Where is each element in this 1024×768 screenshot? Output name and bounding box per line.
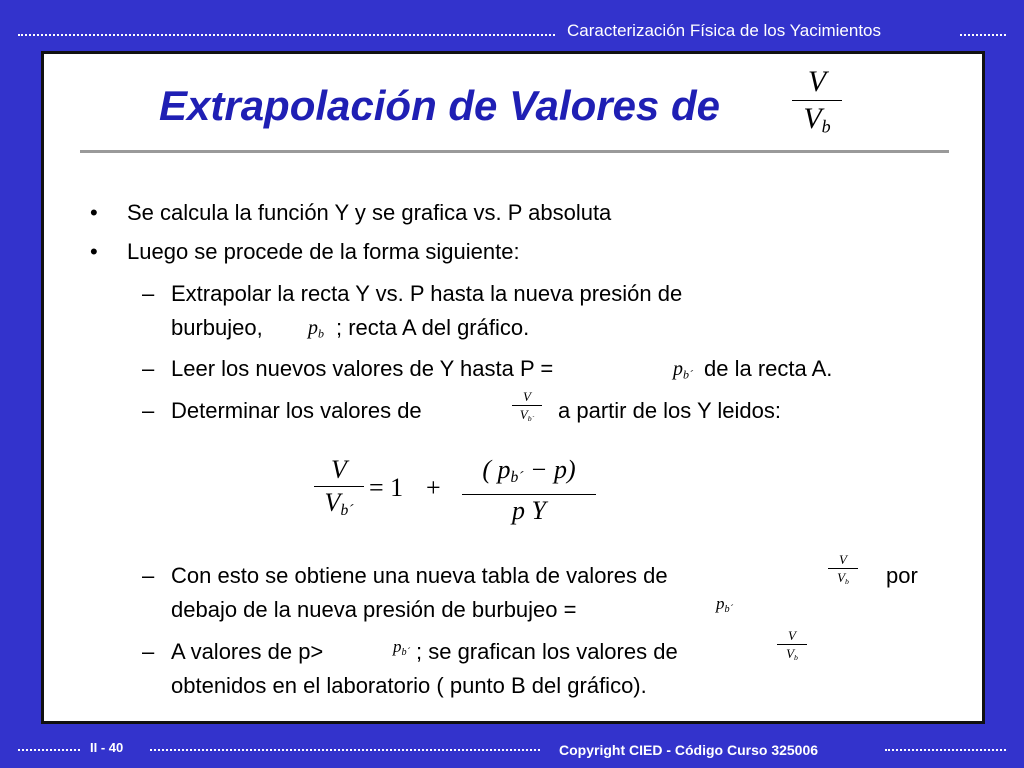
pb-prime-symbol: $p_{b´}$ — [673, 358, 693, 382]
equation-equals-one: = 1 — [369, 473, 404, 502]
fraction-denominator: $V_{b´}$ — [519, 407, 535, 423]
fraction-numerator: V — [523, 389, 531, 404]
sub-bullet-4-line-1a: Con esto se obtiene una nueva tabla de valores de — [171, 563, 668, 588]
dash-marker: – — [142, 398, 155, 423]
equation-plus: + — [426, 473, 441, 502]
sub-bullet-4-line-1b: por — [886, 563, 918, 588]
title-underline — [80, 150, 949, 153]
bullet-1: Se calcula la función Y y se grafica vs. P absoluta — [127, 200, 612, 225]
sub-bullet-5-line-1b: ; se grafican los valores de — [416, 639, 678, 664]
pb-symbol: $p_b$ — [308, 317, 324, 341]
fraction-denominator: $V_b$ — [786, 646, 798, 662]
slide-panel — [41, 51, 985, 724]
v-over-vb-fraction — [828, 551, 858, 590]
course-title: Caracterización Física de los Yacimientos — [567, 21, 882, 40]
equation-lhs-numerator: V — [331, 455, 347, 484]
title-fraction-v-over-vb — [792, 64, 842, 145]
title-fraction-numerator: V — [807, 65, 827, 98]
sub-bullet-3-text-b: a partir de los Y leidos: — [558, 398, 781, 423]
sub-bullet-1-line-2b: ; recta A del gráfico. — [336, 315, 530, 340]
equation-lhs-fraction — [314, 454, 364, 527]
fraction-numerator: V — [839, 552, 847, 567]
header-dotted-line-right — [960, 34, 1006, 36]
equation-rhs-numerator: ( $p_{b´} - p$) — [482, 455, 576, 486]
equation-rhs-fraction — [462, 454, 596, 527]
footer-dotted-line-mid — [150, 749, 540, 751]
header-dotted-line-left — [18, 34, 555, 36]
fraction-denominator: $V_b$ — [837, 570, 849, 586]
v-over-vb-prime-fraction — [512, 388, 542, 427]
footer-dotted-line-left — [18, 749, 80, 751]
sub-bullet-5-line-1a: A valores de p> — [171, 639, 324, 664]
equation-lhs-denominator: $V_{b´}$ — [324, 488, 354, 519]
sub-bullet-2-text-a: Leer los nuevos valores de Y hasta P = — [171, 356, 554, 381]
page-number: II - 40 — [90, 740, 124, 755]
equation-rhs-denominator: p Y — [512, 495, 546, 525]
pb-prime-symbol: $p_{b´}$ — [716, 594, 733, 616]
fraction-numerator: V — [788, 628, 796, 643]
sub-bullet-1-line-2a: burbujeo, — [171, 315, 263, 340]
sub-bullet-1-line-1: Extrapolar la recta Y vs. P hasta la nueva presión de — [171, 281, 683, 306]
sub-bullet-5-line-2: obtenidos en el laboratorio ( punto B del gráfico). — [171, 673, 647, 698]
footer-dotted-line-right — [885, 749, 1006, 751]
bullet-marker: • — [90, 200, 98, 225]
title-fraction-denominator: $V_b$ — [803, 102, 831, 137]
sub-bullet-4-line-2: debajo de la nueva presión de burbujeo = — [171, 597, 577, 622]
pb-prime-symbol: $p_{b´}$ — [393, 637, 410, 659]
dash-marker: – — [142, 356, 155, 381]
dash-marker: – — [142, 281, 155, 306]
dash-marker: – — [142, 639, 155, 664]
v-over-vb-fraction — [777, 627, 807, 666]
dash-marker: – — [142, 563, 155, 588]
slide-title: Extrapolación de Valores de — [159, 82, 720, 129]
sub-bullet-2-text-b: de la recta A. — [704, 356, 833, 381]
bullet-2: Luego se procede de la forma siguiente: — [127, 239, 520, 264]
bullet-marker: • — [90, 239, 98, 264]
sub-bullet-3-text-a: Determinar los valores de — [171, 398, 422, 423]
copyright-text: Copyright CIED - Código Curso 325006 — [559, 742, 819, 758]
